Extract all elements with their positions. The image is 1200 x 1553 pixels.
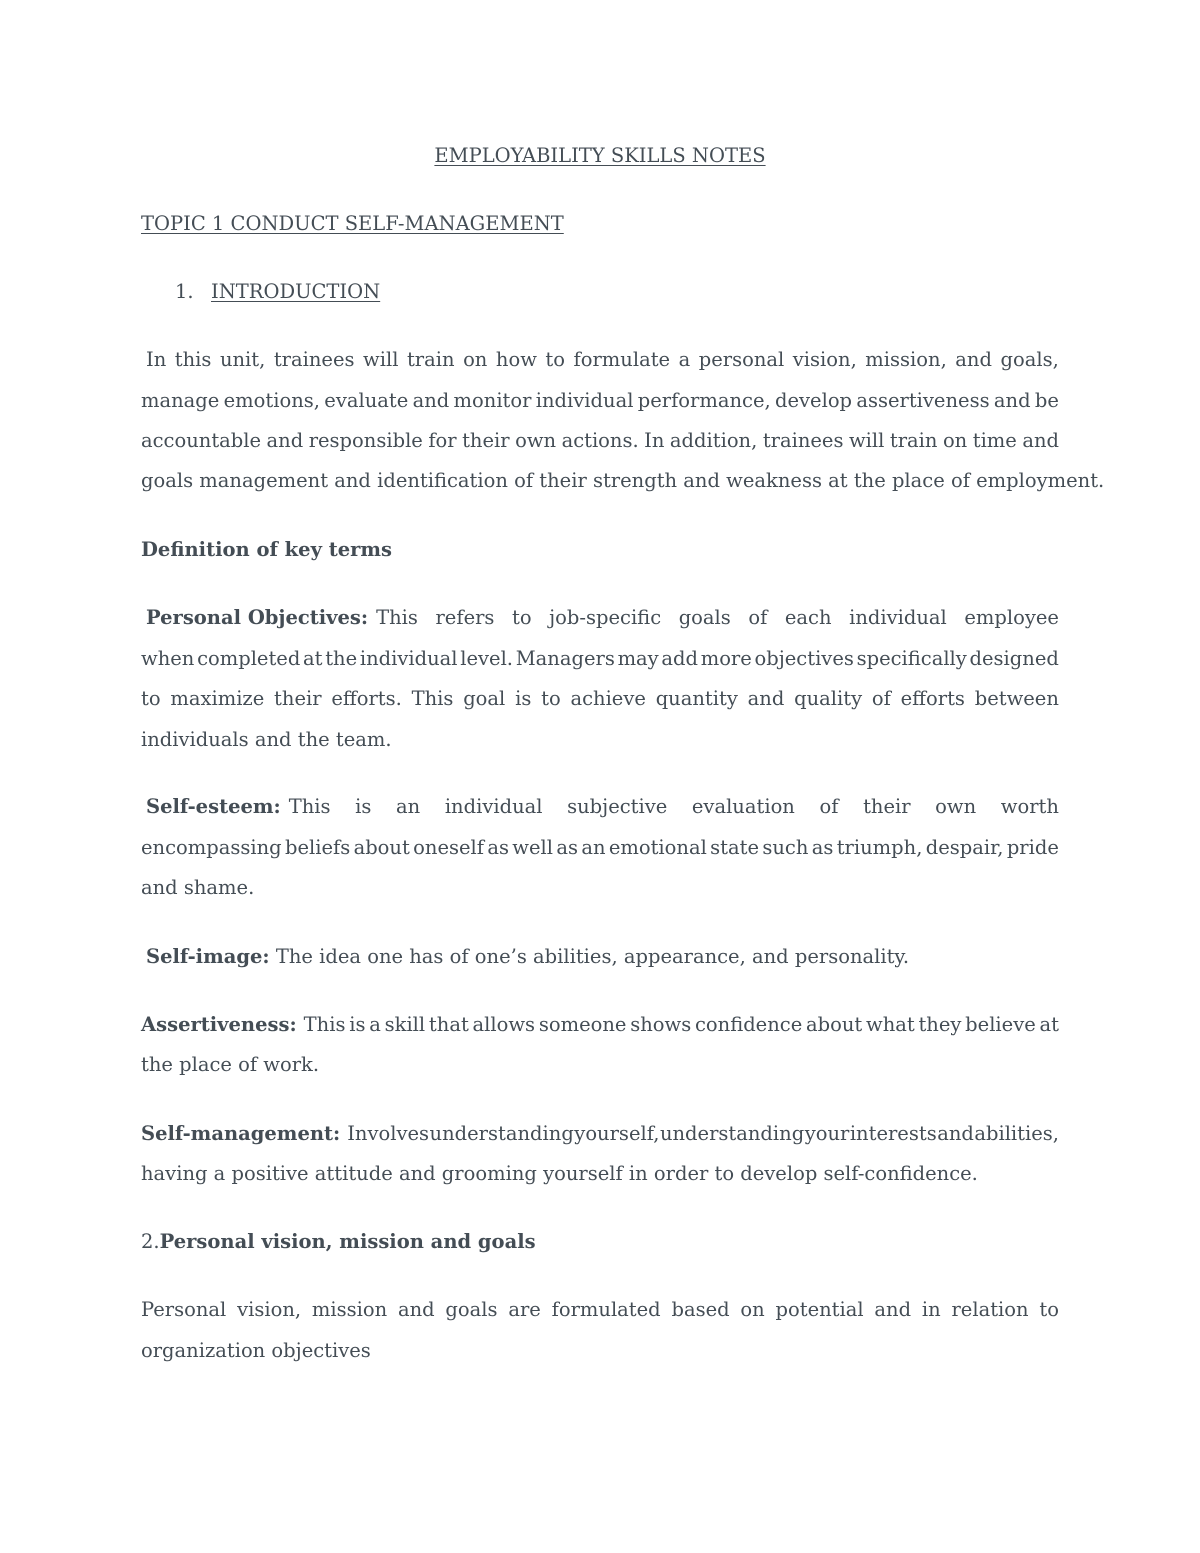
word: and: [747, 687, 785, 710]
word: addition,: [669, 429, 758, 452]
word: such: [762, 836, 809, 859]
word: an: [581, 836, 606, 859]
section-2-number: 2.: [141, 1230, 160, 1253]
word: assertiveness: [856, 389, 990, 412]
word: more: [700, 647, 752, 670]
word: a: [678, 348, 691, 371]
word: yourself,: [574, 1122, 660, 1145]
word: despair,: [925, 836, 1004, 859]
word: objectives: [754, 647, 854, 670]
document-title: EMPLOYABILITY SKILLS NOTES: [434, 144, 766, 167]
word: understanding: [429, 1122, 574, 1145]
topic-heading: TOPIC 1 CONDUCT SELF-MANAGEMENT: [141, 212, 564, 235]
self-esteem-line-2: [141, 836, 1059, 860]
word: state: [710, 836, 760, 859]
self-image-term: Self-image:: [146, 945, 270, 968]
word: encompassing: [141, 836, 282, 859]
word: vision,: [792, 348, 857, 371]
word: develop: [775, 389, 853, 412]
word: to: [512, 606, 532, 629]
word: goal: [463, 687, 506, 710]
word: emotions,: [223, 389, 320, 412]
word: is: [355, 795, 372, 818]
word: about: [353, 836, 410, 859]
word: actions.: [561, 429, 639, 452]
personal-objectives-line-1: [146, 606, 1059, 630]
word: about: [806, 1013, 863, 1036]
personal-objectives-line-4: individuals and the team.: [141, 728, 392, 751]
word: and: [874, 1298, 912, 1321]
personal-objectives-text-1: [376, 606, 1059, 630]
word: in: [921, 1298, 941, 1321]
word: on: [942, 429, 968, 452]
word: based: [671, 1298, 730, 1321]
word: In: [644, 429, 665, 452]
word: efforts.: [331, 687, 402, 710]
word: believe: [965, 1013, 1036, 1036]
word: and: [1022, 429, 1059, 452]
word: unit,: [219, 348, 266, 371]
word: job-specific: [549, 606, 662, 629]
word: their: [863, 795, 911, 818]
word: of: [748, 606, 768, 629]
word: This: [376, 606, 418, 629]
word: maximize: [170, 687, 265, 710]
word: your: [804, 1122, 850, 1145]
word: accountable: [141, 429, 262, 452]
word: own: [515, 429, 557, 452]
word: confidence: [694, 1013, 803, 1036]
word: In: [146, 348, 167, 371]
word: emotional: [608, 836, 707, 859]
word: what: [866, 1013, 915, 1036]
word: mission: [311, 1298, 388, 1321]
word: subjective: [567, 795, 668, 818]
word: may: [617, 647, 659, 670]
word: individual: [444, 795, 543, 818]
word: individual: [849, 606, 947, 629]
personal-objectives-line-3: [141, 687, 1059, 711]
word: for: [428, 429, 457, 452]
word: Managers: [515, 647, 615, 670]
word: employee: [964, 606, 1059, 629]
word: trainees: [762, 429, 844, 452]
self-management-line-2: having a positive attitude and grooming yourself in order to develop self-confidence.: [141, 1162, 978, 1185]
assertiveness-line-2: the place of work.: [141, 1053, 320, 1076]
word: goals: [445, 1298, 498, 1321]
self-esteem-line-1: [146, 795, 1059, 819]
word: specifically: [856, 647, 967, 670]
word: This: [411, 687, 454, 710]
word: and: [397, 1298, 435, 1321]
word: at: [303, 647, 323, 670]
word: skill: [384, 1013, 426, 1036]
personal-objectives-line-2: [141, 647, 1059, 671]
word: of: [871, 687, 891, 710]
word: are: [508, 1298, 541, 1321]
word: abilities,: [974, 1122, 1059, 1145]
word: goals: [678, 606, 731, 629]
word: and: [266, 429, 304, 452]
self-image-line: [146, 945, 909, 969]
word: vision,: [237, 1298, 302, 1321]
word: quantity: [655, 687, 738, 710]
word: the: [325, 647, 358, 670]
personal-objectives-term: Personal Objectives:: [146, 606, 369, 629]
intro-line-1: [146, 348, 1059, 372]
word: potential: [775, 1298, 864, 1321]
word: Involves: [347, 1122, 430, 1145]
word: formulated: [551, 1298, 661, 1321]
word: beliefs: [284, 836, 351, 859]
self-esteem-text-1: [289, 795, 1059, 819]
word: shows: [630, 1013, 692, 1036]
word: at: [1039, 1013, 1059, 1036]
word: monitor: [453, 389, 532, 412]
self-esteem-term: Self-esteem:: [146, 795, 281, 818]
word: of: [819, 795, 839, 818]
word: allows: [472, 1013, 536, 1036]
word: as: [811, 836, 834, 859]
word: and: [955, 348, 992, 371]
section-2-heading-line: [141, 1230, 536, 1254]
word: add: [661, 647, 698, 670]
word: oneself: [413, 836, 484, 859]
word: individual: [359, 647, 458, 670]
word: evaluation: [691, 795, 795, 818]
self-management-line-1: [141, 1122, 1059, 1146]
word: each: [784, 606, 832, 629]
word: designed: [969, 647, 1059, 670]
assertiveness-text-1: [304, 1013, 1059, 1037]
section-2-line-2: organization objectives: [141, 1339, 371, 1362]
word: This: [303, 1013, 346, 1036]
assertiveness-term: Assertiveness:: [141, 1013, 297, 1036]
word: on: [740, 1298, 765, 1321]
word: train: [889, 429, 938, 452]
intro-line-2: [141, 389, 1059, 413]
word: Personal: [141, 1298, 227, 1321]
word: triumph,: [836, 836, 923, 859]
word: goals,: [1000, 348, 1059, 371]
word: how: [495, 348, 537, 371]
word: as: [556, 836, 578, 859]
intro-line-4: goals management and identification of their strength and weakness at the place of employment.: [141, 469, 1105, 492]
word: understanding: [659, 1122, 805, 1145]
word: someone: [538, 1013, 627, 1036]
word: this: [174, 348, 212, 371]
word: as: [487, 836, 509, 859]
word: an: [396, 795, 421, 818]
word: completed: [197, 647, 301, 670]
word: be: [1034, 389, 1059, 412]
word: will: [363, 348, 399, 371]
definitions-heading: Definition of key terms: [141, 538, 392, 561]
word: to: [1039, 1298, 1059, 1321]
self-management-term: Self-management:: [141, 1122, 341, 1145]
intro-line-3: [141, 429, 1059, 453]
word: performance,: [637, 389, 771, 412]
word: refers: [435, 606, 495, 629]
word: relation: [951, 1298, 1029, 1321]
word: evaluate: [324, 389, 409, 412]
self-image-text: The idea one has of one’s abilities, appearance, and personality.: [275, 945, 910, 968]
section-1-heading: INTRODUCTION: [211, 280, 381, 303]
word: and: [993, 389, 1031, 412]
word: will: [848, 429, 885, 452]
word: to: [141, 687, 161, 710]
word: trainees: [273, 348, 355, 371]
word: to: [545, 348, 565, 371]
word: time: [972, 429, 1017, 452]
word: they: [918, 1013, 962, 1036]
word: and: [412, 389, 450, 412]
word: interests: [849, 1122, 937, 1145]
word: when: [141, 647, 195, 670]
section-2-heading: Personal vision, mission and goals: [159, 1230, 536, 1253]
word: This: [288, 795, 331, 818]
word: is: [349, 1013, 366, 1036]
word: personal: [698, 348, 785, 371]
self-management-text-1: [347, 1122, 1059, 1146]
word: a: [369, 1013, 381, 1036]
word: that: [428, 1013, 469, 1036]
word: pride: [1006, 836, 1059, 859]
word: their: [274, 687, 322, 710]
word: quality: [794, 687, 863, 710]
word: level.: [460, 647, 514, 670]
word: manage: [141, 389, 220, 412]
word: efforts: [900, 687, 965, 710]
word: to: [541, 687, 561, 710]
word: achieve: [570, 687, 646, 710]
word: responsible: [308, 429, 423, 452]
word: their: [462, 429, 510, 452]
word: on: [463, 348, 488, 371]
word: formulate: [573, 348, 671, 371]
section-1-number: 1.: [175, 280, 194, 303]
self-esteem-line-3: and shame.: [141, 876, 255, 899]
word: worth: [1000, 795, 1059, 818]
assertiveness-line-1: [141, 1013, 1059, 1037]
word: between: [974, 687, 1059, 710]
section-2-line-1: [141, 1298, 1059, 1322]
word: individual: [535, 389, 634, 412]
word: is: [515, 687, 532, 710]
word: well: [512, 836, 554, 859]
word: train: [406, 348, 455, 371]
word: own: [935, 795, 977, 818]
word: and: [937, 1122, 974, 1145]
word: mission,: [865, 348, 947, 371]
